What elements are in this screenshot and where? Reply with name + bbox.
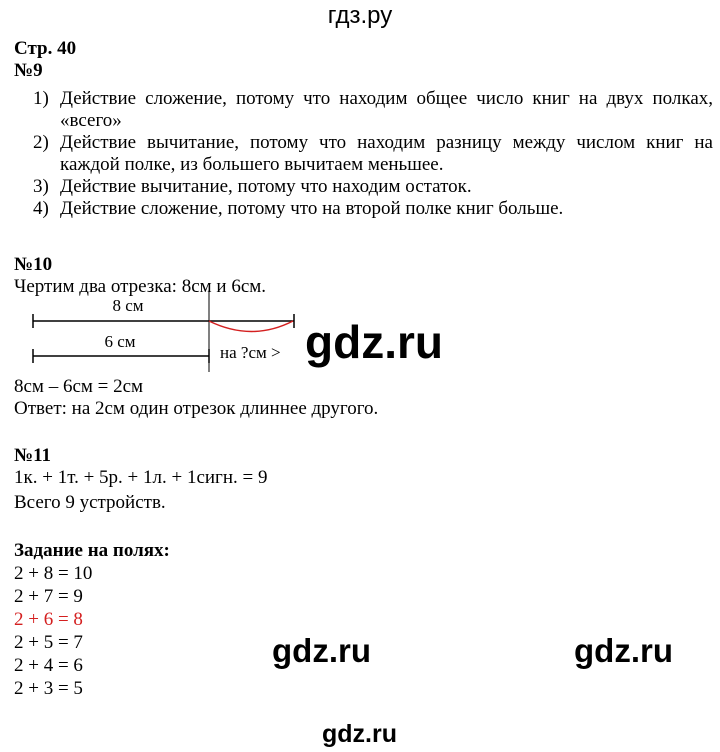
list-item-number: 3) — [33, 176, 49, 197]
list-item — [33, 88, 713, 132]
watermark: gdz.ru — [272, 632, 371, 669]
list-item-number: 1) — [33, 88, 49, 109]
list-item-text: Действие сложение, потому что находим общее число книг на двух полках, «всего» — [60, 88, 713, 131]
margin-task-title: Задание на полях: — [14, 540, 170, 561]
margin-equation-highlighted: 2 + 6 = 8 — [14, 609, 83, 630]
watermark: gdz.ru — [574, 632, 673, 669]
difference-arc — [209, 321, 293, 332]
page-number: Стр. 40 — [14, 38, 77, 59]
task-11-number: №11 — [14, 445, 52, 466]
margin-equation: 2 + 8 = 10 — [14, 563, 93, 584]
margin-equation: 2 + 4 = 6 — [14, 655, 83, 676]
segments-diagram — [0, 290, 320, 372]
site-header: гдз.ру — [327, 2, 393, 29]
bottom-segment-label: 6 см — [104, 332, 136, 351]
task-9-list — [33, 88, 713, 220]
list-item-number: 4) — [33, 198, 49, 219]
list-item-text: Действие вычитание, потому что находим разницу между числом книг на каждой полке, из большего вычитаем меньшее. — [60, 132, 713, 175]
list-item-text: Действие вычитание, потому что находим остаток. — [60, 176, 472, 197]
list-item-number: 2) — [33, 132, 49, 153]
list-item-text: Действие сложение, потому что на второй полке книг больше. — [60, 198, 564, 219]
list-item — [33, 176, 713, 198]
margin-equation: 2 + 5 = 7 — [14, 632, 83, 653]
watermark: gdz.ru — [322, 720, 397, 748]
top-segment-label: 8 см — [112, 296, 144, 315]
list-item — [33, 198, 713, 220]
watermark: gdz.ru — [305, 316, 443, 368]
task-11-equation: 1к. + 1т. + 5р. + 1л. + 1сигн. = 9 — [14, 467, 268, 488]
task-10-intro: Чертим два отрезка: 8см и 6см. — [14, 276, 267, 297]
task-11-total: Всего 9 устройств. — [14, 492, 166, 513]
task-9-number: №9 — [14, 60, 43, 81]
margin-equation: 2 + 3 = 5 — [14, 678, 83, 699]
task-10-number: №10 — [14, 254, 53, 275]
task-10-answer: Ответ: на 2см один отрезок длиннее другого. — [14, 398, 379, 419]
margin-equation: 2 + 7 = 9 — [14, 586, 83, 607]
task-10-equation: 8см – 6см = 2см — [14, 376, 144, 397]
list-item — [33, 132, 713, 176]
difference-label: на ?см > — [220, 343, 281, 362]
